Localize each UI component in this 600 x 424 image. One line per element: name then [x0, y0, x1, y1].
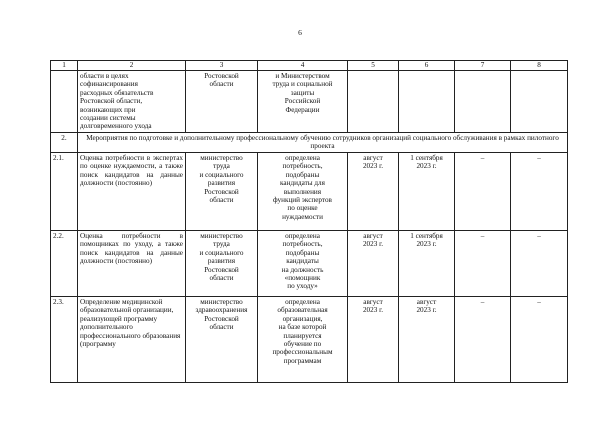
activity-cell: области в целях софинансирования расходных обязательств Ростовской области, возникающих при создании системы долговременного ухода — [78, 71, 186, 133]
row-number: 2.1. — [51, 153, 78, 231]
end-date-cell: 1 сентября 2023 г. — [399, 153, 455, 231]
end-date-cell: 1 сентября 2023 г. — [399, 231, 455, 297]
column7-cell — [455, 71, 511, 133]
column8-cell — [511, 71, 568, 133]
page-number: 6 — [298, 28, 302, 37]
header-row — [51, 61, 568, 71]
table-row — [51, 297, 568, 383]
header-cell: 6 — [399, 61, 455, 71]
column7-cell: – — [455, 153, 511, 231]
column7-cell: – — [455, 297, 511, 383]
activity-cell: Определение медицинской образовательной организации, реализующей программу дополнительного профессионального образования (программу — [78, 297, 186, 383]
column8-cell: – — [511, 153, 568, 231]
start-date-cell: август 2023 г. — [348, 231, 399, 297]
header-cell: 4 — [258, 61, 348, 71]
start-date-cell: август 2023 г. — [348, 297, 399, 383]
responsible-cell: министерство здравоохранения Ростовской области — [186, 297, 258, 383]
end-date-cell — [399, 71, 455, 133]
responsible-cell: министерство труда и социального развития Ростовской области — [186, 153, 258, 231]
section-row — [51, 133, 568, 153]
activity-cell: Оценка потребности в помощниках по уходу, а также поиск кандидатов на данные должности (постоянно) — [78, 231, 186, 297]
header-cell: 5 — [348, 61, 399, 71]
row-number: 2.3. — [51, 297, 78, 383]
start-date-cell — [348, 71, 399, 133]
plan-table — [50, 60, 568, 383]
row-number — [51, 71, 78, 133]
start-date-cell: август 2023 г. — [348, 153, 399, 231]
result-cell: определена потребность, подобраны кандидаты для выполнения функций экспертов по оценке нуждаемости — [258, 153, 348, 231]
result-cell: определена образовательная организация, на базе которой планируется обучение по профессиональным программам — [258, 297, 348, 383]
activity-cell: Оценка потребности в экспертах по оценке нуждаемости, а также поиск кандидатов на данные должности (постоянно) — [78, 153, 186, 231]
column7-cell: – — [455, 231, 511, 297]
responsible-cell: министерство труда и социального развития Ростовской области — [186, 231, 258, 297]
table-row — [51, 153, 568, 231]
column8-cell: – — [511, 297, 568, 383]
section-title: Мероприятия по подготовке и дополнительному профессиональному обучению сотрудников организаций социального обслуживания в рамках пилотного проекта — [78, 133, 568, 153]
row-number: 2.2. — [51, 231, 78, 297]
header-cell: 3 — [186, 61, 258, 71]
responsible-cell: Ростовской области — [186, 71, 258, 133]
header-cell: 7 — [455, 61, 511, 71]
section-number: 2. — [51, 133, 78, 153]
table-row — [51, 231, 568, 297]
column8-cell: – — [511, 231, 568, 297]
header-cell: 8 — [511, 61, 568, 71]
result-cell: определена потребность, подобраны кандидаты на должность «помощник по уходу» — [258, 231, 348, 297]
result-cell: и Министерством труда и социальной защиты Российской Федерации — [258, 71, 348, 133]
table-row-continued — [51, 71, 568, 133]
end-date-cell: август 2023 г. — [399, 297, 455, 383]
header-cell: 1 — [51, 61, 78, 71]
header-cell: 2 — [78, 61, 186, 71]
